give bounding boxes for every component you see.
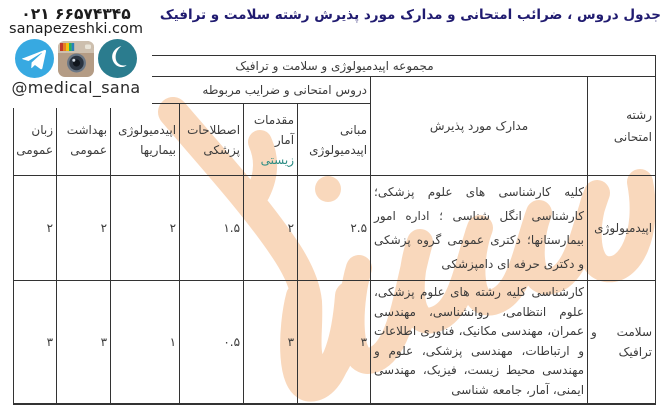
accepted-degrees-cell: کلیه کارشناسی های علوم پزشکی؛ کارشناسی انگل شناسی ؛ اداره امور بیمارستانها؛ دکتری عمومی گروه پزشکی و دکتری حرفه ای دامپزشکی	[371, 176, 588, 281]
social-icons-row	[0, 39, 152, 78]
coefficient-cell: ۲	[14, 176, 57, 281]
column-header-public-health: بهداشت عمومی	[57, 104, 111, 176]
column-header-accepted-degrees: مدارک مورد پذیرش	[371, 77, 588, 176]
coefficient-cell: ۱	[111, 281, 180, 404]
phone-number: ۰۲۱ ۶۶۵۷۴۳۴۵	[21, 5, 131, 23]
coefficient-cell: ۳	[57, 281, 111, 404]
subjects-group-header-cell: دروس امتحانی و ضرایب مربوطه	[14, 77, 371, 104]
coefficient-cell: ۲	[57, 176, 111, 281]
group-header-cell: مجموعه اپیدمیولوژی و سلامت و ترافیک	[14, 56, 656, 77]
exam-field-cell: سلامت و ترافیک	[588, 281, 656, 404]
coefficient-cell: ۲.۵	[298, 176, 371, 281]
coefficient-cell: ۲	[111, 176, 180, 281]
coefficient-cell: ۳	[298, 281, 371, 404]
biostatistics-highlight-word[interactable]: زیستی	[260, 152, 295, 167]
coefficient-cell: ۳	[14, 281, 57, 404]
social-handle[interactable]: @medical_sana	[11, 78, 141, 97]
column-header-exam-field: رشته امتحانی	[588, 77, 656, 176]
contact-block	[0, 0, 152, 108]
exam-field-cell: اپیدمیولوژی	[588, 176, 656, 281]
coefficient-cell: ۳	[244, 281, 298, 404]
table-row-epidemiology	[14, 176, 656, 281]
website-url[interactable]: sanapezeshki.com	[9, 21, 143, 37]
coefficient-cell: ۱.۵	[180, 176, 244, 281]
coefficient-cell: ۲	[244, 176, 298, 281]
telegram-icon[interactable]	[15, 39, 54, 78]
soroush-icon[interactable]	[98, 39, 137, 78]
accepted-degrees-cell: کارشناسی کلیه رشته های علوم پزشکی، علوم انتظامی، روانشناسی، مهندسی عمران، مهندسی مکانیک، فناوری اطلاعات و ارتباطات، مهندسی پزشکی، علوم و مهندسی محیط زیست، فیزیک، مهندسی ایمنی، آمار، جامعه شناسی	[371, 281, 588, 404]
column-header-general-language: زبان عمومی	[14, 104, 57, 176]
column-header-epidemiology-basics: مبانی اپیدمیولوژی	[298, 104, 371, 176]
page-title: جدول دروس ، ضرائب امتحانی و مدارک مورد پذیرش رشته سلامت و ترافیک	[159, 7, 661, 23]
column-header-disease-epidemiology: اپیدمیولوژی بیماریها	[111, 104, 180, 176]
instagram-icon[interactable]	[58, 41, 94, 77]
column-header-medical-terminology: اصطلاحات پزشکی	[180, 104, 244, 176]
coefficient-cell: ۰.۵	[180, 281, 244, 404]
column-header-biostatistics-intro: مقدمات آمار زیستی	[244, 104, 298, 176]
table-row-health-and-traffic	[14, 281, 656, 404]
